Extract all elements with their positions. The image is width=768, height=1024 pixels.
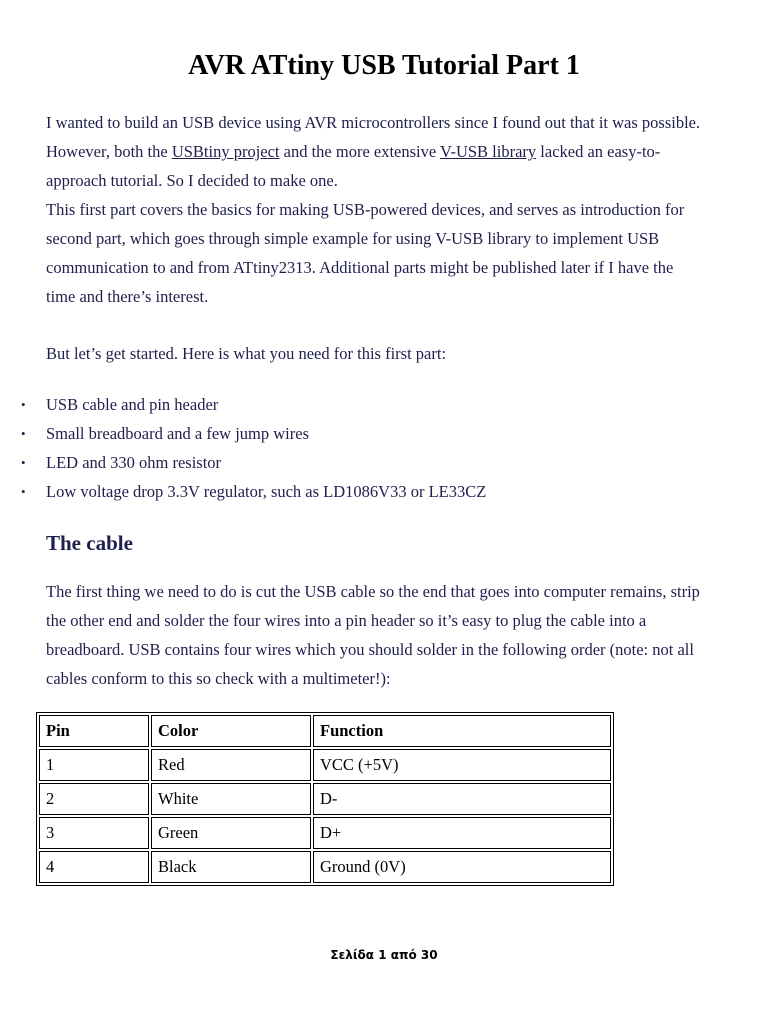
intro-text-1: I wanted to build an USB device using AVR microcontrollers since I found out that it was possible. However, both the	[46, 113, 701, 161]
list-item	[21, 477, 487, 506]
cable-paragraph: The first thing we need to do is cut the USB cable so the end that goes into computer remains, strip the other end and solder the four wires into a pin header so it’s easy to plug the cable into a breadboard. USB contains four wires which you should solder in the following order (note: not all cables conform to this so check with a multimeter!):	[46, 582, 700, 688]
list-item-text: Small breadboard and a few jump wires	[46, 424, 310, 443]
intro-text-3: lacked an easy-to-approach tutorial. So I decided to make one.	[46, 142, 661, 190]
list-item-text: Low voltage drop 3.3V regulator, such as LD1086V33 or LE33CZ	[46, 482, 487, 501]
page-title: AVR ATtiny USB Tutorial Part 1	[188, 50, 580, 81]
table-row	[39, 817, 611, 849]
list-item	[21, 390, 486, 419]
section-heading-cable: The cable	[46, 531, 133, 555]
intro-text-4: This first part covers the basics for making USB-powered devices, and serves as introduction for second part, which goes through simple example for using V-USB library to implement USB communication to and from ATtiny2313. Additional parts might be published later if I have the time and there’s interest.	[46, 200, 685, 306]
page-footer: Σελίδα 1 από 30	[330, 948, 438, 962]
list-item-text: LED and 330 ohm resistor	[46, 453, 222, 472]
bullet-icon: •	[21, 455, 26, 470]
cell-function: VCC (+5V)	[313, 749, 611, 781]
usb-pin-table	[36, 712, 614, 886]
v-usb-library-link[interactable]: V-USB library	[440, 142, 537, 161]
cell-color: Red	[151, 749, 311, 781]
header-color: Color	[151, 715, 311, 747]
table-row	[39, 851, 611, 883]
cell-function: D+	[313, 817, 611, 849]
start-paragraph: But let’s get started. Here is what you need for this first part:	[46, 344, 447, 363]
intro-text-2: and the more extensive	[279, 142, 441, 161]
cell-pin: 3	[39, 817, 149, 849]
cell-function: Ground (0V)	[313, 851, 611, 883]
table-row	[39, 749, 611, 781]
bullet-icon: •	[21, 484, 26, 499]
parts-list	[21, 390, 487, 506]
cell-color: Green	[151, 817, 311, 849]
usbtiny-project-link[interactable]: USBtiny project	[171, 142, 280, 161]
cell-function: D-	[313, 783, 611, 815]
cell-color: White	[151, 783, 311, 815]
header-function: Function	[313, 715, 611, 747]
list-item	[21, 419, 486, 448]
cell-pin: 2	[39, 783, 149, 815]
cell-color: Black	[151, 851, 311, 883]
cell-pin: 4	[39, 851, 149, 883]
bullet-icon: •	[21, 397, 26, 412]
header-pin: Pin	[39, 715, 149, 747]
cell-pin: 1	[39, 749, 149, 781]
table-header-row	[39, 715, 611, 747]
intro-paragraph	[46, 108, 706, 311]
list-item	[21, 448, 486, 477]
table-row	[39, 783, 611, 815]
bullet-icon: •	[21, 426, 26, 441]
list-item-text: USB cable and pin header	[46, 395, 219, 414]
